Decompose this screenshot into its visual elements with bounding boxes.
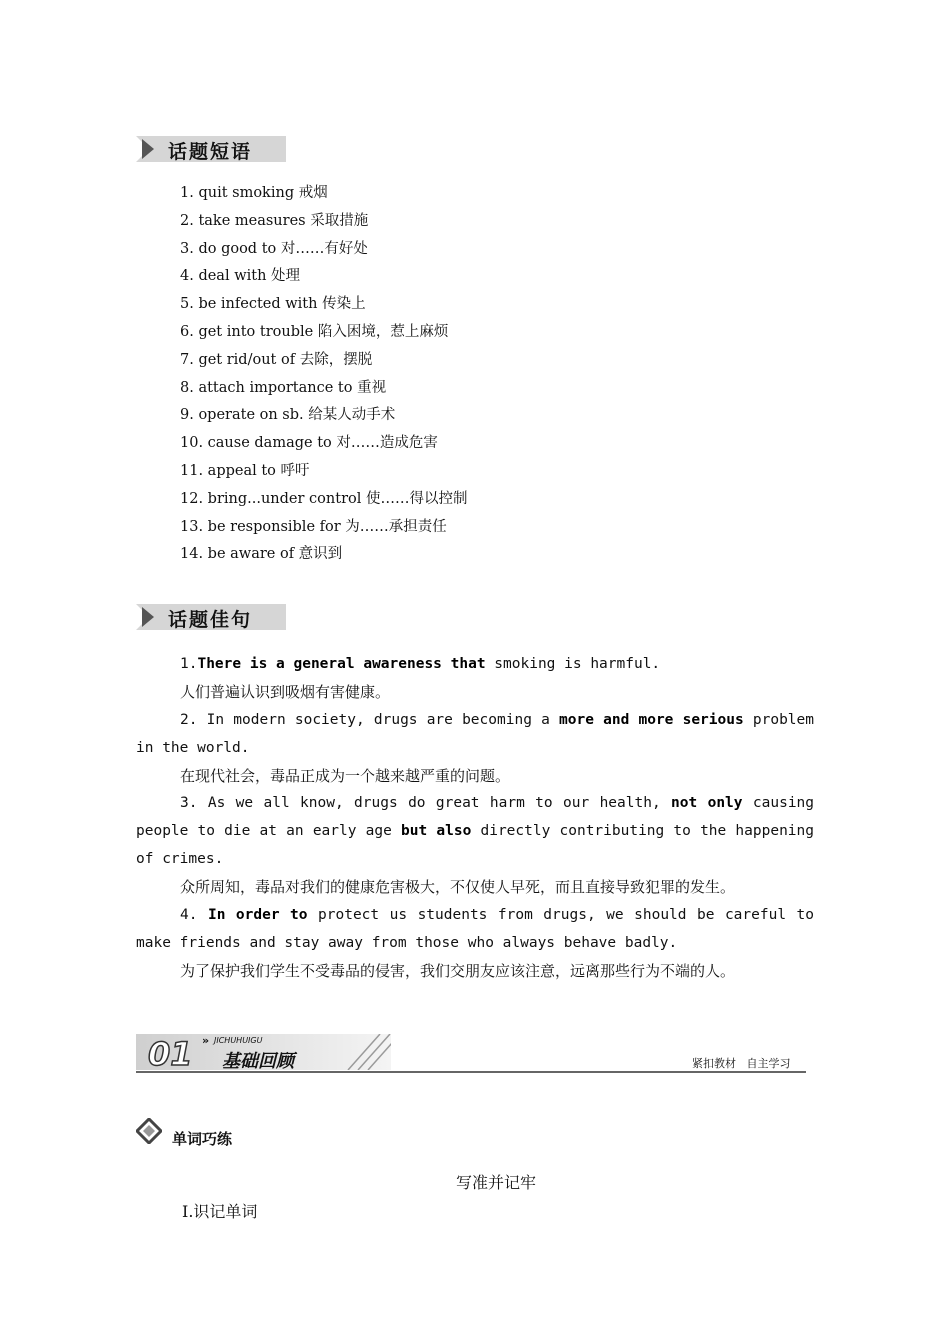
sentence-english	[136, 789, 814, 873]
sentence-text: 2.	[180, 712, 198, 728]
double-chevron-icon: »	[202, 1034, 210, 1047]
section-title: 话题佳句	[168, 609, 253, 631]
key-phrase: but also	[401, 823, 472, 839]
sentence-chinese: 众所周知，毒品对我们的健康危害极大，不仅使人早死，而且直接导致犯罪的发生。	[180, 878, 736, 896]
vocab-subheading: Ⅰ.识记单词	[182, 1202, 258, 1221]
phrase-item: 13. be responsible for 为……承担责任	[180, 518, 447, 535]
key-phrase: There is a general awareness that	[197, 656, 486, 672]
sentence-text: directly contributing to the happening of crimes.	[136, 823, 814, 867]
phrase-item: 4. deal with 处理	[180, 268, 301, 285]
chapter-number: 01	[148, 1035, 193, 1070]
phrase-item: 9. operate on sb. 给某人动手术	[180, 407, 396, 424]
key-phrase: more and more serious	[559, 712, 744, 728]
banner-arrow-inner-icon	[142, 607, 154, 627]
phrase-item: 5. be infected with 传染上	[180, 296, 366, 313]
phrase-item: 8. attach importance to 重视	[180, 379, 387, 396]
sentence-text: problem in the world.	[136, 712, 814, 756]
phrase-item: 12. bring...under control 使……得以控制	[180, 490, 468, 507]
phrase-item: 10. cause damage to 对……造成危害	[180, 435, 438, 452]
sentence-text: causing people to die at an early age	[136, 795, 815, 839]
vocab-heading: 单词巧练	[172, 1130, 233, 1148]
sentence-chinese: 在现代社会，毒品正成为一个越来越严重的问题。	[180, 767, 511, 785]
chapter-header	[136, 1034, 806, 1074]
phrase-item: 6. get into trouble 陷入困境，惹上麻烦	[180, 324, 449, 340]
section-banner-phrases	[136, 136, 286, 162]
chapter-pinyin: JICHUHUIGU	[214, 1036, 263, 1045]
phrase-item: 2. take measures 采取措施	[180, 212, 369, 229]
chapter-title: 基础回顾	[222, 1051, 294, 1070]
sentence-text: 1.	[180, 656, 198, 672]
vocab-center-title: 写准并记牢	[456, 1173, 537, 1192]
sentence-text: As we all know, drugs do great harm to our health,	[197, 795, 672, 811]
key-phrase: not only	[671, 795, 743, 811]
sentence-english	[136, 901, 814, 957]
section-banner-sentences	[136, 604, 286, 630]
sentence-text: 3.	[180, 795, 198, 811]
chapter-header-right-text: 紧扣教材 自主学习	[692, 1057, 791, 1070]
banner-arrow-inner-icon	[142, 139, 154, 159]
chapter-header-rule	[136, 1071, 806, 1073]
sentence-english	[136, 650, 814, 678]
phrase-item: 14. be aware of 意识到	[180, 546, 343, 563]
phrase-item: 3. do good to 对……有好处	[180, 240, 368, 257]
sentence-chinese: 人们普遍认识到吸烟有害健康。	[180, 683, 391, 701]
phrase-item: 11. appeal to 呼吁	[180, 463, 310, 479]
section-title: 话题短语	[168, 141, 253, 163]
key-phrase: In order to	[207, 907, 308, 923]
phrase-item: 7. get rid/out of 去除，摆脱	[180, 351, 373, 368]
sentence-english	[136, 706, 814, 762]
sentence-chinese: 为了保护我们学生不受毒品的侵害，我们交朋友应该注意，远离那些行为不端的人。	[180, 962, 736, 980]
sentence-text: protect us students from drugs, we should be careful to make friends and stay away from those who always behave badly.	[136, 907, 815, 951]
sentence-text: In modern society, drugs are becoming a	[197, 712, 560, 728]
diamond-icon	[136, 1118, 162, 1144]
phrase-item: 1. quit smoking 戒烟	[180, 185, 328, 201]
sentence-text	[197, 907, 208, 923]
sentence-text: 4.	[180, 907, 198, 923]
sentence-text: smoking is harmful.	[485, 656, 661, 672]
chapter-header-plate	[136, 1034, 391, 1070]
